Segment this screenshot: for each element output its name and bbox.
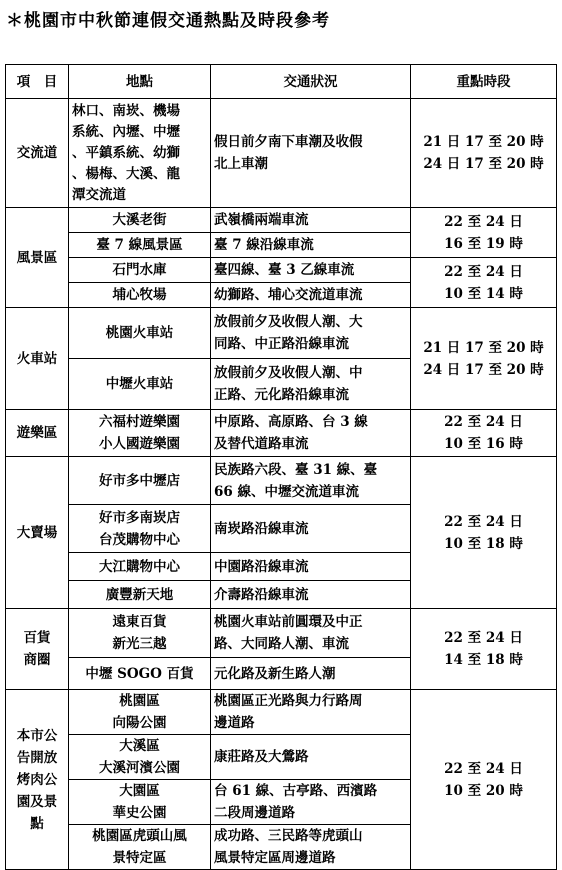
traffic-cell: 假日前夕南下車潮及收假 北上車潮 (211, 99, 411, 208)
location-cell: 大園區 華史公園 (69, 780, 211, 825)
header-item: 項 目 (6, 65, 69, 99)
traffic-cell: 放假前夕及收假人潮、大 同路、中正路沿線車流 (211, 308, 411, 359)
table-row (6, 457, 557, 505)
traffic-cell: 武嶺橋兩端車流 (211, 208, 411, 233)
location-cell: 埔心牧場 (69, 283, 211, 308)
category-cell: 遊樂區 (6, 410, 69, 457)
table-row (6, 609, 557, 658)
page-title: ＊桃園市中秋節連假交通熱點及時段參考 (6, 11, 330, 31)
location-cell: 大江購物中心 (69, 553, 211, 581)
location-cell: 好市多中壢店 (69, 457, 211, 505)
table-row (6, 690, 557, 735)
location-cell: 六福村遊樂園 小人國遊樂園 (69, 410, 211, 457)
traffic-cell: 幼獅路、埔心交流道車流 (211, 283, 411, 308)
location-cell: 桃園區 向陽公園 (69, 690, 211, 735)
time-cell: 22 至 24 日 10 至 20 時 (411, 690, 557, 870)
location-cell: 廣豐新天地 (69, 581, 211, 609)
traffic-cell: 民族路六段、臺 31 線、臺 66 線、中壢交流道車流 (211, 457, 411, 505)
time-cell: 22 至 24 日 10 至 14 時 (411, 258, 557, 308)
traffic-hotspot-table (5, 64, 557, 870)
traffic-cell: 南崁路沿線車流 (211, 505, 411, 553)
category-cell: 交流道 (6, 99, 69, 208)
category-cell: 本市公 告開放 烤肉公 園及景 點 (6, 690, 69, 870)
header-peak-time: 重點時段 (411, 65, 557, 99)
table-row (6, 308, 557, 359)
header-location: 地點 (69, 65, 211, 99)
location-cell: 石門水庫 (69, 258, 211, 283)
location-cell: 中壢 SOGO 百貨 (69, 658, 211, 690)
traffic-cell: 桃園區正光路與力行路周 邊道路 (211, 690, 411, 735)
time-cell: 21 日 17 至 20 時 24 日 17 至 20 時 (411, 99, 557, 208)
location-cell: 遠東百貨 新光三越 (69, 609, 211, 658)
time-cell: 22 至 24 日 10 至 16 時 (411, 410, 557, 457)
location-cell: 中壢火車站 (69, 359, 211, 410)
table-row (6, 258, 557, 283)
traffic-cell: 中原路、高原路、台 3 線 及替代道路車流 (211, 410, 411, 457)
table-row (6, 208, 557, 233)
category-cell: 風景區 (6, 208, 69, 308)
time-cell: 22 至 24 日 10 至 18 時 (411, 457, 557, 609)
category-cell: 大賣場 (6, 457, 69, 609)
location-cell: 桃園區虎頭山風 景特定區 (69, 825, 211, 870)
table-row (6, 410, 557, 457)
location-cell: 大溪區 大溪河濱公園 (69, 735, 211, 780)
time-cell: 22 至 24 日 16 至 19 時 (411, 208, 557, 258)
traffic-cell: 介壽路沿線車流 (211, 581, 411, 609)
header-traffic: 交通狀況 (211, 65, 411, 99)
traffic-cell: 成功路、三民路等虎頭山 風景特定區周邊道路 (211, 825, 411, 870)
traffic-cell: 桃園火車站前圓環及中正 路、大同路人潮、車流 (211, 609, 411, 658)
location-cell: 臺 7 線風景區 (69, 233, 211, 258)
category-cell: 火車站 (6, 308, 69, 410)
category-cell: 百貨 商圈 (6, 609, 69, 690)
traffic-cell: 元化路及新生路人潮 (211, 658, 411, 690)
traffic-cell: 放假前夕及收假人潮、中 正路、元化路沿線車流 (211, 359, 411, 410)
location-cell: 好市多南崁店 台茂購物中心 (69, 505, 211, 553)
traffic-cell: 康莊路及大鶯路 (211, 735, 411, 780)
traffic-cell: 臺四線、臺 3 乙線車流 (211, 258, 411, 283)
traffic-cell: 中園路沿線車流 (211, 553, 411, 581)
time-cell: 21 日 17 至 20 時 24 日 17 至 20 時 (411, 308, 557, 410)
location-cell: 大溪老街 (69, 208, 211, 233)
traffic-cell: 台 61 線、古亭路、西濱路 二段周邊道路 (211, 780, 411, 825)
location-cell: 桃園火車站 (69, 308, 211, 359)
table-header-row (6, 65, 557, 99)
location-cell: 林口、南崁、機場 系統、內壢、中壢 、平鎮系統、幼獅 、楊梅、大溪、龍 潭交流道 (69, 99, 211, 208)
traffic-cell: 臺 7 線沿線車流 (211, 233, 411, 258)
time-cell: 22 至 24 日 14 至 18 時 (411, 609, 557, 690)
table-row (6, 99, 557, 208)
